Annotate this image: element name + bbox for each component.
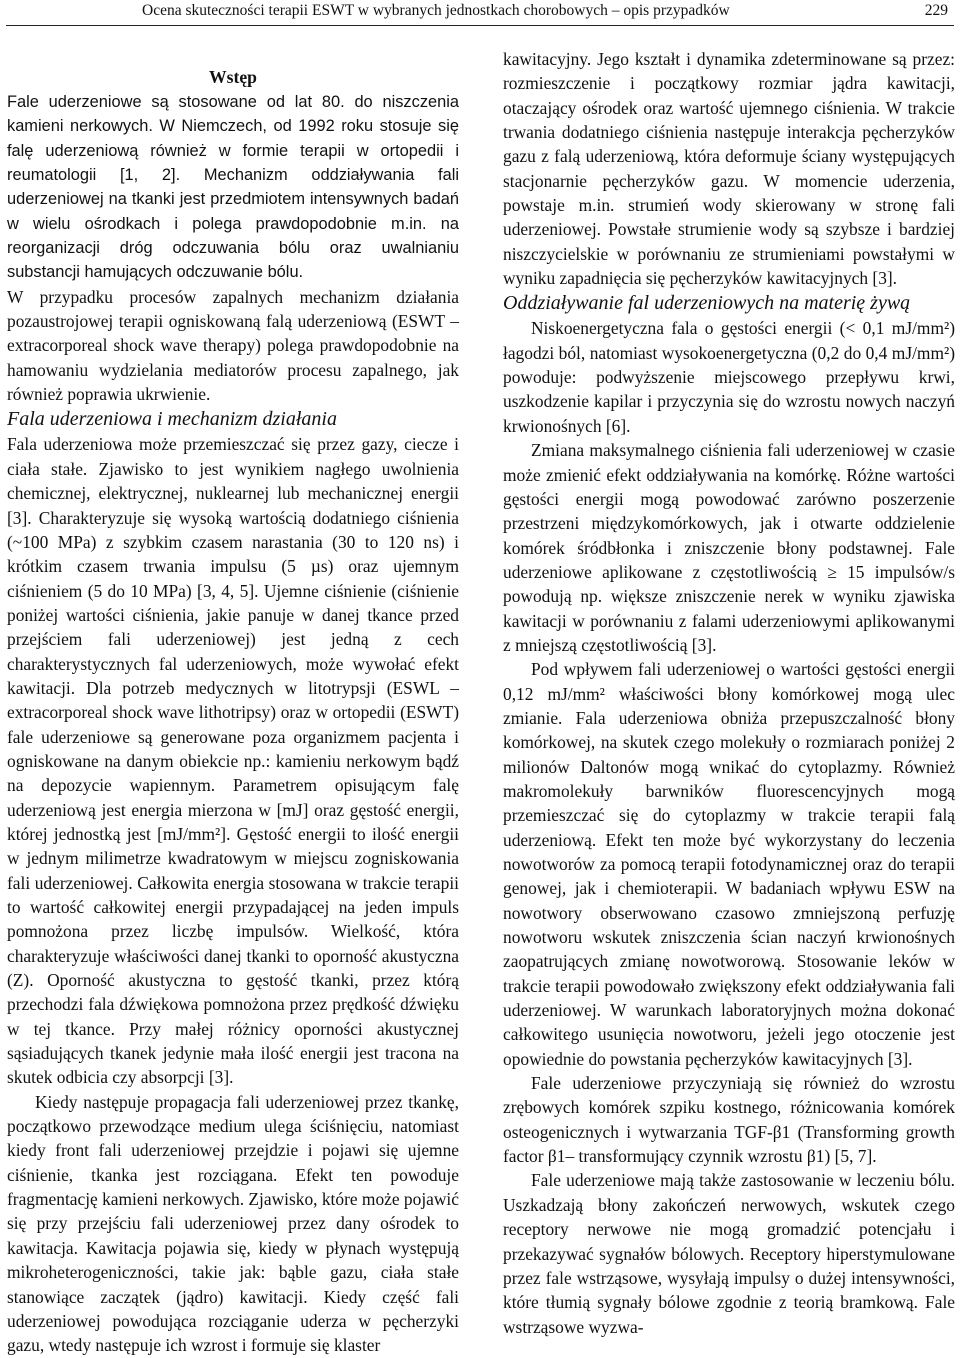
paragraph-pressure-change: Zmiana maksymalnego ciśnienia fali uderzeniowej w czasie może zmienić efekt oddziaływania na komórkę. Różne wartości gęstości energii mogą powodować zarówno poszerzenie przestrzeni międzykomórkowych, jak i otwarte oddzielenie komórek śródbłonka i zniszczenie błony podstawnej. Fale uderzeniowe aplikowane z częstotliwością ≥ 15 impulsów/s powodują np. większe zniszczenie nerek w wyniku zjawiska kawitacji w porównaniu z falami uderzeniowymi aplikowanymi z mniejszą częstotliwością [3].: [503, 440, 955, 655]
section-heading-living-matter: Oddziaływanie fal uderzeniowych na materię żywą: [503, 292, 911, 315]
page-number: 229: [924, 2, 948, 19]
header-rule: [6, 25, 954, 26]
paragraph-bone-marrow: Fale uderzeniowe przyczyniają się również do wzrostu zrębowych komórek szpiku kostnego, różnicowania komórek osteogenicznych i wytwarzania TGF-β1 (Transforming growth factor β1– transformujący czynnik wzrostu β1) [5, 7].: [503, 1073, 955, 1167]
intro-paragraph: Fale uderzeniowe są stosowane od lat 80. do niszczenia kamieni nerkowych. W Niemczech, od 1992 roku stosuje się falę uderzeniową również w formie terapii w ortopedii i reumatologii [1, 2]. Mechanizm oddziaływania fali uderzeniowej na tkanki jest przedmiotem intensywnych badań w wielu ośrodkach i polega prawdopodobnie m.in. na reorganizacji dróg odczuwania bólu oraz uwalnianiu substancji hamujących odczuwanie bólu.: [7, 93, 459, 282]
paragraph-shock-wave-mechanism: Fala uderzeniowa może przemieszczać się przez gazy, ciecze i ciała stałe. Zjawisko to jest wynikiem nagłego uwolnienia chemicznej, elektrycznej, nuklearnej lub mechanicznej energii [3]. Charakteryzuje się wysoką wartością dodatniego ciśnienia (~100 MPa) z szybkim czasem narastania (30 to 120 ns) i krótkim czasem trwania impulsu (5 µs) oraz ujemnym ciśnieniem (5 do 10 MPa) [3, 4, 5]. Ujemne ciśnienie (ciśnienie poniżej wartości ciśnienia, jakie panuje w danej tkance przed przejściem fali uderzeniowej) jest jedną z cech charakterystycznych fal uderzeniowych, może wywołać efekt kawitacji. Dla potrzeb medycznych w litotrypsji (ESWL – extracorporeal shock wave lithotripsy) oraz w ortopedii (ESWT) fale uderzeniowe są generowane poza organizmem pacjenta i ogniskowane na danym obiekcie np.: kamieniu nerkowym bądź na depozycie wapiennym. Parametrem opisującym falę uderzeniową jest energia mierzona w [mJ] oraz gęstość energii, której jednostką jest [mJ/mm²]. Gęstość energii to ilość energii w jednym milimetrze kwadratowym w miejscu zogniskowania fali uderzeniowej. Całkowita energia stosowana w trakcie terapii to wartość całkowitej energii przypadającej na jeden impuls pomnożona przez liczbę impulsów. Wielkość, która charakteryzuje właściwości danej tkanki to oporność akustyczna (Z). Oporność akustyczna to gęstość tkanki, przez którą przechodzi fala dźwiękowa pomnożona przez prędkość dźwięku w tej tkance. Przy małej różnicy oporności akustycznej sąsiadujących tkanek jedynie mała ilość energii jest tracona na skutek odbicia czy absorpcji [3].: [7, 434, 459, 1088]
section-heading-shock-wave: Fala uderzeniowa i mechanizm działania: [7, 408, 337, 431]
paragraph-pain-treatment: Fale uderzeniowe mają także zastosowanie w leczeniu bólu. Uszkadzają błony zakończeń nerwowych, wskutek czego receptory nerwowe nie mogą gromadzić potencjału i przekazywać sygnałów bólowych. Receptory hiperstymulowane przez fale wstrząsowe, wysyłają impulsy o dużej intensywności, które tłumią sygnały bólowe zgodnie z teorią bramkową. Fale wstrząsowe wyzwa-: [503, 1170, 955, 1337]
paragraph-energy-density: Niskoenergetyczna fala o gęstości energii (< 0,1 mJ/mm²) łagodzi ból, natomiast wysokoenergetyczna (0,2 do 0,4 mJ/mm²) powoduje: podwyższenie miejscowego przepływu krwi, uszkodzenie kapilar i przyczynia się do wzrostu nowych naczyń krwionośnych [6].: [503, 318, 955, 436]
intro-heading: Wstęp: [209, 67, 257, 87]
paragraph-cell-membrane: Pod wpływem fali uderzeniowej o wartości gęstości energii 0,12 mJ/mm² właściwości błony komórkowej mogą ulec zmianie. Fala uderzeniowa obniża przepuszczalność błony komórkowej, na skutek czego molekuły o rozmiarach poniżej 2 milionów Daltonów mogą wnikać do cytoplazmy. Również makromolekuły barwników fluorescencyjnych mogą przemieszczać się do cytoplazmy w trakcie terapii falą uderzeniową. Efekt ten może być wykorzystany do leczenia nowotworów za pomocą terapii fotodynamicznej oraz do terapii genowej, jak i chemioterapii. W badaniach wpływu ESW na nowotwory obserwowano czasowo zmniejszoną perfuzję nowotworu wskutek zniszczenia ścian naczyń krwionośnych zaopatrujących zmianę nowotworową. Stosowanie leków w trakcie terapii powodowało zwiększony efekt oddziaływania fali uderzeniowej. W warunkach laboratoryjnych można dokonać całkowitego usunięcia nowotworu, jeżeli jego otoczenie jest opowiednie do powstania pęcherzyków kawitacyjnych [3].: [503, 659, 955, 1069]
running-head-title: Ocena skuteczności terapii ESWT w wybranych jednostkach chorobowych – opis przypadków: [142, 2, 730, 19]
running-head: [0, 0, 960, 20]
left-column: [7, 45, 459, 1358]
paragraph-propagation: Kiedy następuje propagacja fali uderzeniowej przez tkankę, początkowo przewodzące medium ulega ściśnięciu, natomiast kiedy front fali uderzeniowej przejdzie i pojawi się ujemne ciśnienie, tkanka jest rozciągana. Efekt ten powoduje fragmentację kamieni nerkowych. Zjawisko, które może pojawić się przy przejściu fali uderzeniowej przez dany ośrodek to kawitacja. Kawitacja pojawia się, kiedy w płynach występują mikroheterogeniczności, takie jak: bąble gazu, ciała stałe stanowiące zaczątek (jądro) kawitacji. Kiedy część fali uderzeniowej powodująca rozciąganie uderza w pęcherzyki gazu, wtedy następuje ich wzrost i formuje się klaster: [7, 1091, 459, 1356]
intro-paragraph-continued: W przypadku procesów zapalnych mechanizm działania pozaustrojowej terapii ogniskowaną falą uderzeniową (ESWT – extracorporeal shock wave therapy) polega prawdopodobnie na hamowaniu wydzielania mediatorów procesu zapalnego, jak również poprawia ukrwienie.: [7, 286, 459, 405]
paragraph-cavitation-continued: kawitacyjny. Jego kształt i dynamika zdeterminowane są przez: rozmieszczenie i początkowy rozmiar jądra kawitacji, otaczający ośrodek oraz wartość ujemnego ciśnienia. W trakcie trwania dodatniego ciśnienia następuje interakcja pęcherzyków gazu z falą uderzeniową, która deformuje ściany występujących stacjonarnie pęcherzyków gazu. W momencie uderzenia, powstaje m.in. strumień wody skierowany w stronę fali uderzeniowej. Powstałe strumienie wody są szybsze i bardziej niszczycielskie w porównaniu ze strumieniami powstałymi w wyniku zapadnięcia się pęcherzyków kawitacyjnych [3].: [503, 49, 955, 289]
right-column: [503, 47, 955, 1339]
